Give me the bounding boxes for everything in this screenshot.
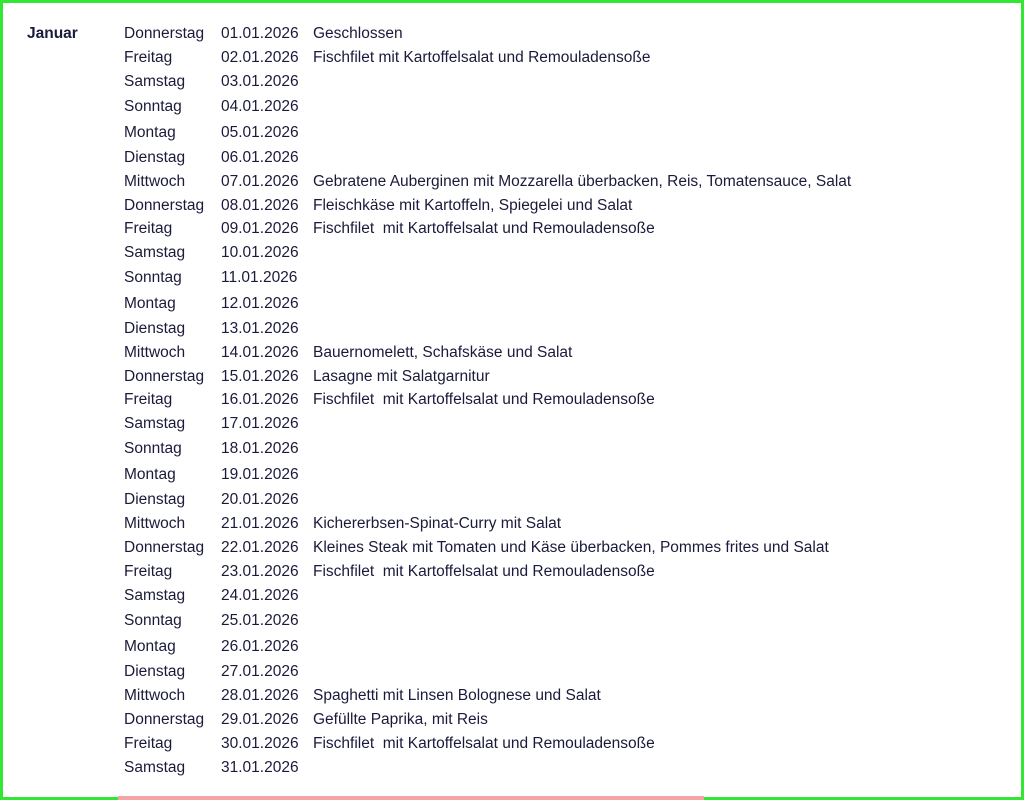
menu-row	[124, 708, 851, 732]
meal-cell: Fischfilet mit Kartoffelsalat und Remouladensoße	[313, 735, 655, 752]
menu-row	[124, 536, 851, 560]
menu-row	[124, 46, 851, 70]
meal-cell	[313, 145, 851, 170]
meal-cell: Kichererbsen-Spinat-Curry mit Salat	[313, 515, 562, 532]
meal-cell	[313, 634, 851, 659]
meal-cell	[313, 584, 851, 608]
menu-row	[124, 684, 851, 708]
meal-cell	[313, 436, 851, 462]
date-cell: 01.01.2026	[221, 25, 299, 42]
meal-cell: Gebratene Auberginen mit Mozzarella überbacken, Reis, Tomatensauce, Salat	[313, 173, 852, 190]
menu-row	[124, 145, 851, 170]
weekday-cell: Dienstag	[124, 662, 186, 680]
menu-row	[124, 436, 851, 462]
weekday-cell: Freitag	[124, 391, 173, 408]
menu-row	[124, 70, 851, 94]
weekday-cell: Samstag	[124, 759, 186, 776]
meal-cell	[313, 487, 851, 512]
meal-cell: Fischfilet mit Kartoffelsalat und Remouladensoße	[313, 220, 655, 237]
date-cell: 03.01.2026	[221, 73, 299, 90]
date-cell: 25.01.2026	[221, 612, 299, 629]
weekday-cell: Donnerstag	[124, 25, 205, 42]
weekday-cell: Sonntag	[124, 440, 182, 457]
meal-cell	[313, 94, 851, 120]
menu-row	[124, 316, 851, 341]
weekday-cell: Sonntag	[124, 612, 182, 629]
date-cell: 17.01.2026	[221, 415, 299, 432]
menu-row	[124, 388, 851, 412]
weekday-cell: Mittwoch	[124, 687, 186, 704]
date-cell: 02.01.2026	[221, 49, 299, 66]
weekday-cell: Donnerstag	[124, 711, 205, 728]
meal-cell: Bauernomelett, Schafskäse und Salat	[313, 344, 573, 361]
menu-row	[124, 608, 851, 634]
menu-row	[124, 265, 851, 291]
menu-row	[124, 120, 851, 145]
menu-row	[124, 462, 851, 487]
menu-row	[124, 194, 851, 217]
meal-cell	[313, 291, 851, 316]
date-cell: 26.01.2026	[221, 637, 299, 655]
date-cell: 21.01.2026	[221, 515, 299, 532]
menu-row	[124, 241, 851, 265]
meal-cell: Gefüllte Paprika, mit Reis	[313, 711, 488, 728]
date-cell: 19.01.2026	[221, 465, 299, 483]
weekday-cell: Samstag	[124, 587, 186, 604]
date-cell: 28.01.2026	[221, 687, 299, 704]
weekday-cell: Montag	[124, 123, 176, 141]
weekday-cell: Freitag	[124, 49, 173, 66]
weekday-cell: Freitag	[124, 563, 173, 580]
meal-cell: Fischfilet mit Kartoffelsalat und Remouladensoße	[313, 391, 655, 408]
menu-row	[124, 412, 851, 436]
meal-cell	[313, 316, 851, 341]
meal-cell	[313, 608, 851, 634]
menu-row	[124, 732, 851, 756]
meal-cell	[313, 462, 851, 487]
date-cell: 05.01.2026	[221, 123, 299, 141]
meal-cell: Spaghetti mit Linsen Bolognese und Salat	[313, 687, 601, 704]
date-cell: 31.01.2026	[221, 759, 299, 776]
weekday-cell: Sonntag	[124, 269, 182, 286]
date-cell: 12.01.2026	[221, 294, 299, 312]
meal-cell	[313, 120, 851, 145]
menu-row	[124, 94, 851, 120]
menu-row	[124, 217, 851, 241]
weekday-cell: Sonntag	[124, 98, 182, 115]
weekday-cell: Montag	[124, 294, 176, 312]
menu-row	[124, 659, 851, 684]
meal-cell: Fischfilet mit Kartoffelsalat und Remouladensoße	[313, 49, 651, 66]
menu-table-body	[124, 22, 851, 780]
date-cell: 15.01.2026	[221, 367, 299, 385]
bottom-edge-strip	[118, 796, 704, 800]
menu-row	[124, 22, 851, 46]
date-cell: 27.01.2026	[221, 662, 299, 680]
weekday-cell: Freitag	[124, 735, 173, 752]
weekday-cell: Mittwoch	[124, 173, 186, 190]
date-cell: 06.01.2026	[221, 148, 299, 166]
meal-cell: Geschlossen	[313, 25, 403, 42]
weekday-cell: Montag	[124, 465, 176, 483]
date-cell: 18.01.2026	[221, 440, 299, 457]
weekday-cell: Samstag	[124, 73, 186, 90]
meal-cell	[313, 659, 851, 684]
meal-cell	[313, 70, 851, 94]
menu-row	[124, 756, 851, 780]
date-cell: 24.01.2026	[221, 587, 299, 604]
weekday-cell: Mittwoch	[124, 515, 186, 532]
meal-cell	[313, 756, 851, 780]
meal-cell	[313, 241, 851, 265]
date-cell: 23.01.2026	[221, 563, 299, 580]
date-cell: 14.01.2026	[221, 344, 299, 361]
date-cell: 29.01.2026	[221, 711, 299, 728]
menu-row	[124, 634, 851, 659]
date-cell: 08.01.2026	[221, 196, 299, 214]
weekday-cell: Donnerstag	[124, 196, 205, 214]
menu-row	[124, 560, 851, 584]
weekday-cell: Dienstag	[124, 148, 186, 166]
weekday-cell: Dienstag	[124, 490, 186, 508]
date-cell: 09.01.2026	[221, 220, 299, 237]
weekday-cell: Freitag	[124, 220, 173, 237]
date-cell: 07.01.2026	[221, 173, 299, 190]
date-cell: 13.01.2026	[221, 319, 299, 337]
date-cell: 16.01.2026	[221, 391, 299, 408]
weekday-cell: Donnerstag	[124, 539, 205, 556]
date-cell: 10.01.2026	[221, 244, 299, 261]
date-cell: 20.01.2026	[221, 490, 299, 508]
weekday-cell: Dienstag	[124, 319, 186, 337]
meal-cell: Kleines Steak mit Tomaten und Käse überbacken, Pommes frites und Salat	[313, 539, 829, 556]
meal-cell	[313, 412, 851, 436]
menu-row	[124, 170, 851, 194]
weekday-cell: Samstag	[124, 244, 186, 261]
meal-cell: Fleischkäse mit Kartoffeln, Spiegelei und Salat	[313, 196, 633, 214]
menu-row	[124, 487, 851, 512]
meal-cell: Fischfilet mit Kartoffelsalat und Remouladensoße	[313, 563, 655, 580]
weekday-cell: Montag	[124, 637, 176, 655]
menu-row	[124, 365, 851, 388]
menu-row	[124, 512, 851, 536]
date-cell: 22.01.2026	[221, 539, 299, 556]
menu-row	[124, 584, 851, 608]
date-cell: 11.01.2026	[221, 269, 298, 286]
date-cell: 04.01.2026	[221, 98, 299, 115]
weekday-cell: Mittwoch	[124, 344, 186, 361]
meal-cell: Lasagne mit Salatgarnitur	[313, 367, 490, 385]
menu-table	[124, 22, 851, 780]
menu-row	[124, 291, 851, 316]
weekday-cell: Donnerstag	[124, 367, 205, 385]
menu-row	[124, 341, 851, 365]
date-cell: 30.01.2026	[221, 735, 299, 752]
meal-cell	[313, 265, 851, 291]
weekday-cell: Samstag	[124, 415, 186, 432]
month-label: Januar	[27, 25, 78, 42]
